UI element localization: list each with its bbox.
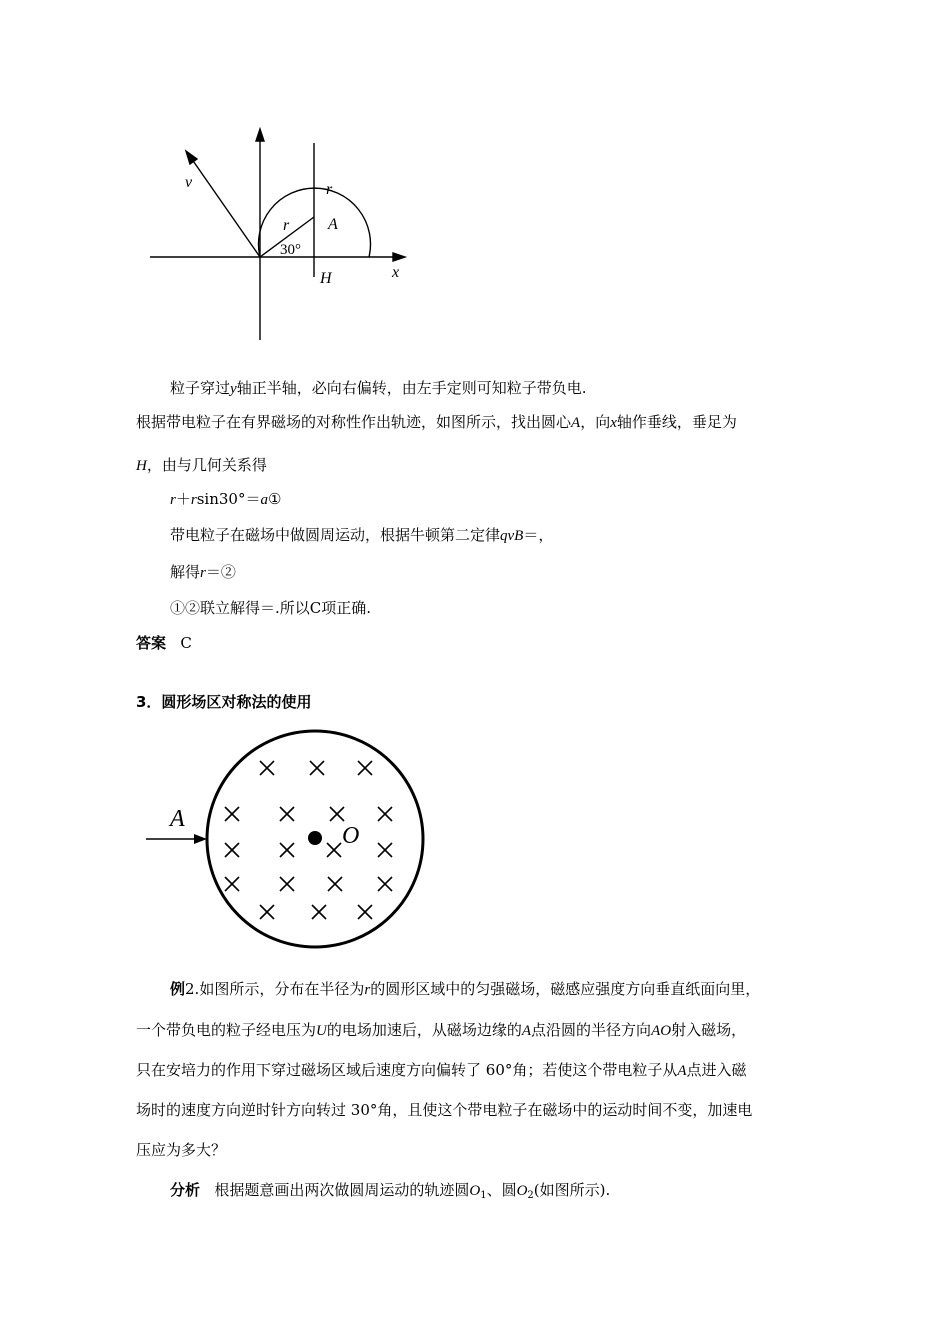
paragraph-3: H，由与几何关系得	[136, 456, 267, 474]
label-r-top: r	[326, 181, 333, 198]
example-line-1: 例2.如图所示，分布在半径为r的圆形区域中的匀强磁场，磁感应强度方向垂直纸面向里，	[170, 980, 761, 998]
example-line-2: 一个带负电的粒子经电压为U的电场加速后，从磁场边缘的A点沿圆的半径方向AO射入磁场，	[136, 1021, 747, 1039]
label-O: O	[342, 823, 360, 849]
paragraph-6: ①②联立解得＝.所以C项正确.	[170, 599, 372, 617]
y-axis-arrow	[256, 129, 264, 141]
center-dot	[308, 831, 322, 845]
paragraph-4: 带电粒子在磁场中做圆周运动，根据牛顿第二定律qvB＝，	[170, 526, 554, 544]
equation-1: r＋rsin30°＝a①	[170, 490, 282, 508]
analysis-label: 分析	[170, 1181, 201, 1199]
answer-value: C	[180, 634, 192, 652]
section-3-title: 3．圆形场区对称法的使用	[136, 693, 312, 711]
magnetic-field-figure	[140, 728, 440, 953]
example-line-3: 只在安培力的作用下穿过磁场区域后速度方向偏转了 60°角；若使这个带电粒子从A点进入磁	[136, 1061, 747, 1079]
label-r-slant: r	[283, 217, 290, 234]
velocity-arrow	[186, 151, 197, 164]
label-H: H	[320, 270, 332, 287]
label-angle: 30°	[280, 242, 301, 258]
label-A: A	[170, 806, 185, 832]
paragraph-1: 粒子穿过y轴正半轴，必向右偏转，由左手定则可知粒子带负电.	[170, 379, 587, 397]
analysis-line: 分析 根据题意画出两次做圆周运动的轨迹圆$O_1$、圆$O_2$(如图所示).	[170, 1181, 611, 1201]
example-label: 例	[170, 980, 186, 998]
answer-line	[136, 633, 192, 653]
trajectory-figure	[145, 125, 425, 350]
paragraph-2: 根据带电粒子在有界磁场的对称性作出轨迹，如图所示，找出圆心A，向x轴作垂线，垂足为	[136, 413, 737, 431]
example-line-4: 场时的速度方向逆时针方向转过 30°角，且使这个带电粒子在磁场中的运动时间不变，加速电	[136, 1101, 753, 1119]
velocity-vector	[189, 155, 260, 257]
label-v: v	[185, 174, 193, 191]
x-axis-arrow	[393, 253, 405, 261]
entry-arrow-head	[194, 834, 207, 844]
answer-label: 答案	[136, 634, 167, 652]
paragraph-5: 解得r＝②	[170, 563, 236, 581]
example-line-5: 压应为多大？	[136, 1141, 227, 1159]
label-x: x	[392, 264, 400, 281]
label-A: A	[328, 216, 338, 233]
